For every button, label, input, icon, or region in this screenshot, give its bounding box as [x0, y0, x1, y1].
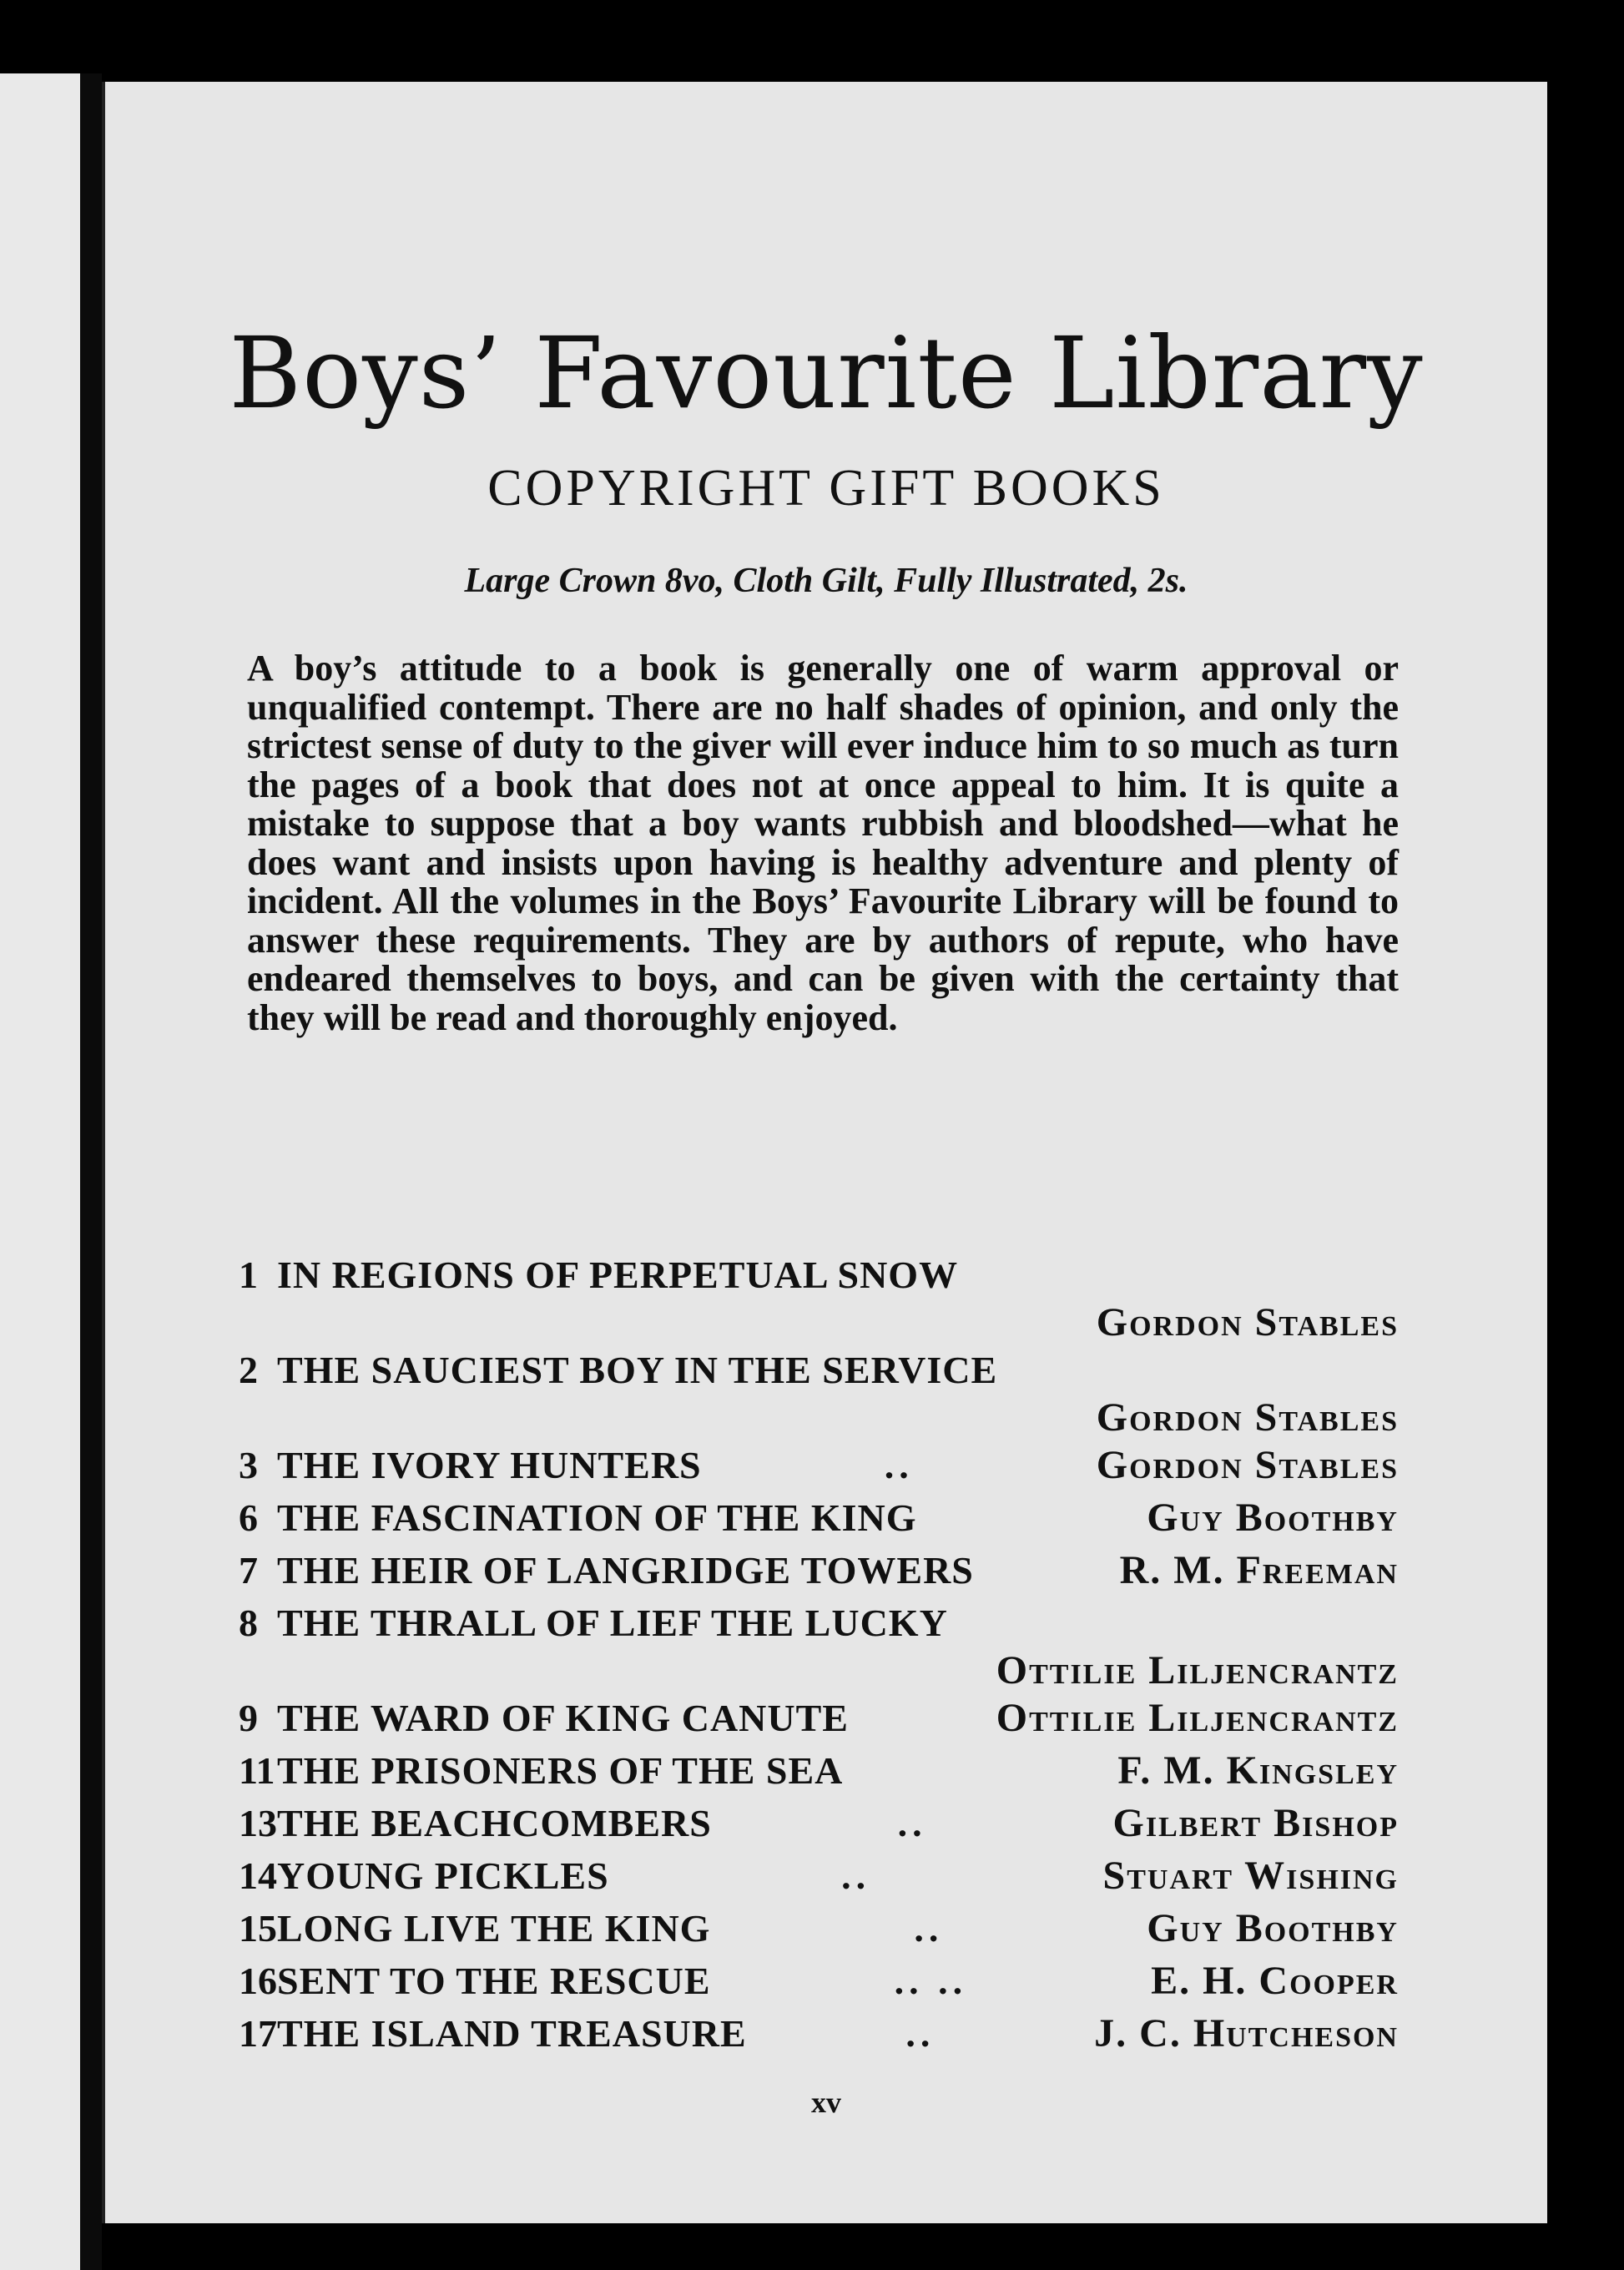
book-number: 13	[239, 1802, 277, 1844]
book-row	[239, 1344, 1399, 1396]
book-row	[239, 1692, 1399, 1744]
book-list-item	[239, 1744, 1399, 1797]
intro-paragraph: A boy’s attitude to a book is generally one of warm approval or unqualified contempt. There are no half shades of opinion, and only the strictest sense of duty to the giver will ever induce him to so much as turn the pages of a book that does not at once appeal to him. It is quite a mistake to suppose that a boy wants rubbish and bloodshed—what he does want and insists upon having is healthy adventure and plenty of incident. All the volumes in the Boys’ Favourite Library will be found to answer these requirements. They are by authors of repute, who have endeared themselves to boys, and can be given with the certainty that they will be read and thoroughly enjoyed.	[247, 648, 1399, 1038]
book-list-item	[239, 1849, 1399, 1902]
book-title: THE WARD OF KING CANUTE	[277, 1697, 849, 1739]
book-list-item	[239, 1544, 1399, 1597]
book-number: 3	[239, 1444, 258, 1486]
book-title: IN REGIONS OF PERPETUAL SNOW	[277, 1254, 959, 1296]
book-title: THE THRALL OF LIEF THE LUCKY	[277, 1602, 948, 1644]
book-row	[239, 1248, 1399, 1301]
book-list-item	[239, 1955, 1399, 2007]
book-number: 17	[239, 2012, 277, 2055]
page-subtitle: COPYRIGHT GIFT BOOKS	[487, 460, 1165, 517]
format-line: Large Crown 8vo, Cloth Gilt, Fully Illustrated, 2s.	[464, 562, 1188, 600]
dot-leader: ..	[897, 1802, 927, 1844]
book-author: R. M. Freeman	[1119, 1548, 1399, 1592]
book-row	[239, 1902, 1399, 1955]
book-author-row	[239, 1396, 1399, 1439]
book-number: 11	[239, 1749, 275, 1792]
book-row	[239, 1797, 1399, 1849]
book-number: 9	[239, 1697, 258, 1739]
book-number: 14	[239, 1854, 277, 1897]
book-title: THE SAUCIEST BOY IN THE SERVICE	[277, 1349, 998, 1391]
dot-leader: ..	[841, 1854, 871, 1897]
book-author: Guy Boothby	[1147, 1906, 1399, 1950]
dot-leader: ..	[905, 2012, 936, 2055]
book-list-item	[239, 2007, 1399, 2060]
book-list-item	[239, 1797, 1399, 1849]
book-number: 8	[239, 1602, 258, 1644]
book-page	[102, 82, 1547, 2223]
book-title: THE BEACHCOMBERS	[277, 1802, 712, 1844]
book-list-item	[239, 1491, 1399, 1544]
book-title: THE FASCINATION OF THE KING	[277, 1496, 917, 1539]
book-author-row	[239, 1649, 1399, 1692]
book-row	[239, 1744, 1399, 1797]
book-title: THE HEIR OF LANGRIDGE TOWERS	[277, 1549, 974, 1592]
book-list	[239, 1248, 1399, 2060]
book-row	[239, 1955, 1399, 2007]
book-author: E. H. Cooper	[1151, 1959, 1399, 2003]
dot-leader: .. ..	[894, 1960, 968, 2002]
book-author: Ottilie Liljencrantz	[996, 1648, 1399, 1692]
book-list-item	[239, 1439, 1399, 1491]
dot-leader: ..	[914, 1907, 944, 1950]
book-row	[239, 1544, 1399, 1597]
book-number: 15	[239, 1907, 277, 1950]
book-author: Guy Boothby	[1147, 1496, 1399, 1540]
book-list-item	[239, 1248, 1399, 1344]
book-author: Gordon Stables	[1096, 1300, 1399, 1344]
facing-page-edge	[0, 73, 80, 2270]
book-title: LONG LIVE THE KING	[277, 1907, 711, 1950]
book-list-item	[239, 1344, 1399, 1439]
book-number: 6	[239, 1496, 258, 1539]
page-number: xv	[811, 2086, 841, 2119]
book-row	[239, 1491, 1399, 1544]
book-row	[239, 2007, 1399, 2060]
book-row	[239, 1597, 1399, 1649]
book-number: 16	[239, 1960, 277, 2002]
book-author: Stuart Wishing	[1102, 1854, 1399, 1898]
book-author: Gilbert Bishop	[1112, 1801, 1399, 1845]
book-number: 2	[239, 1349, 258, 1391]
dot-leader: ..	[884, 1444, 914, 1486]
book-author: F. M. Kingsley	[1117, 1748, 1399, 1793]
book-title: YOUNG PICKLES	[277, 1854, 609, 1897]
book-row	[239, 1849, 1399, 1902]
book-title: THE IVORY HUNTERS	[277, 1444, 702, 1486]
book-author: Gordon Stables	[1096, 1443, 1399, 1487]
book-author: J. C. Hutcheson	[1094, 2011, 1399, 2056]
book-number: 1	[239, 1254, 258, 1296]
book-row	[239, 1439, 1399, 1491]
page-gutter	[80, 73, 102, 2270]
book-title: THE ISLAND TREASURE	[277, 2012, 747, 2055]
book-author: Gordon Stables	[1096, 1395, 1399, 1440]
book-author-row	[239, 1301, 1399, 1344]
book-title: THE PRISONERS OF THE SEA	[277, 1749, 844, 1792]
book-list-item	[239, 1597, 1399, 1692]
book-author: Ottilie Liljencrantz	[996, 1696, 1399, 1740]
page-title: Boys’ Favourite Library	[229, 315, 1424, 431]
book-list-item	[239, 1902, 1399, 1955]
book-title: SENT TO THE RESCUE	[277, 1960, 711, 2002]
book-list-item	[239, 1692, 1399, 1744]
book-number: 7	[239, 1549, 258, 1592]
